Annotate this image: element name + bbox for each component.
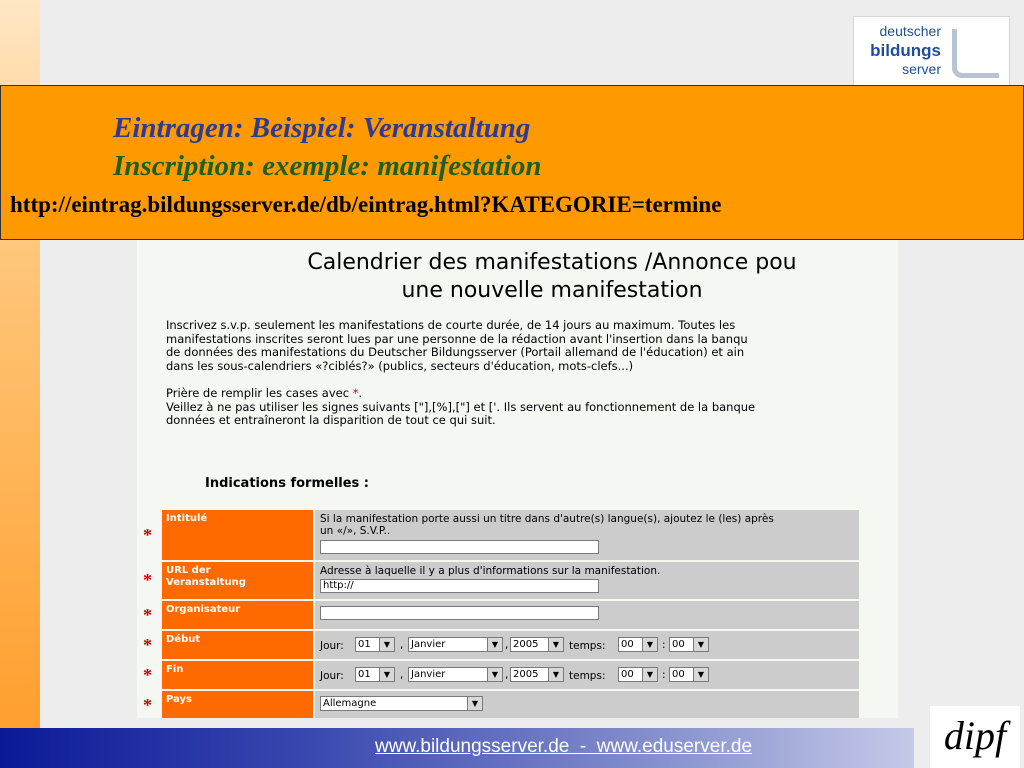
cell-debut: Jour: 01 ▼ , Janvier ▼ , 2005 ▼ temps: 00 ▼ : 00 ▼ <box>315 631 859 659</box>
title-french: Inscription: exemple: manifestation <box>113 150 542 182</box>
row-fin <box>137 661 898 689</box>
label-url: URL der Veranstaltung <box>162 562 313 599</box>
title-banner <box>0 85 1024 240</box>
row-url <box>137 562 898 599</box>
chevron-down-icon: ▼ <box>642 638 657 651</box>
fin-month-select[interactable]: Janvier ▼ <box>408 667 503 682</box>
fin-hour-select[interactable]: 00 ▼ <box>618 667 658 682</box>
row-debut <box>137 631 898 659</box>
logo-line1: deutscher <box>879 23 941 39</box>
dipf-logo: dipf <box>930 706 1020 768</box>
label-fin: Fin <box>162 661 313 689</box>
hint-intitule-1: Si la manifestation porte aussi un titre dans d'autre(s) langue(s), ajoutez le (les) après <box>320 513 774 525</box>
cell-fin: Jour: 01 ▼ , Janvier ▼ , 2005 ▼ temps: 00 ▼ : 00 ▼ <box>315 661 859 689</box>
temps-label: temps: <box>569 640 606 652</box>
row-organisateur <box>137 601 898 629</box>
label-pays: Pays <box>162 691 313 718</box>
chevron-down-icon: ▼ <box>548 638 563 651</box>
intro-line: manifestations inscrites seront lues par une personne de la rédaction avant l'insertion dans la banqu <box>166 331 748 346</box>
required-mark: * <box>352 386 359 400</box>
required-star: * <box>143 570 152 590</box>
hint-intitule-2: un «/», S.V.P.. <box>320 525 391 537</box>
required-note: Prière de remplir les cases avec *. <box>166 386 363 400</box>
required-star: * <box>143 635 152 655</box>
intro-line: de données des manifestations du Deutscher Bildungsserver (Portail allemand de l'éducation) et ain <box>166 345 745 359</box>
chevron-down-icon: ▼ <box>693 668 708 681</box>
fin-year-select[interactable]: 2005 ▼ <box>510 667 564 682</box>
bildungsserver-logo <box>853 16 1010 86</box>
logo-bracket-icon <box>952 29 999 78</box>
cell-url <box>315 562 859 599</box>
chevron-down-icon: ▼ <box>693 638 708 651</box>
logo-line2: bildungs <box>870 41 941 60</box>
chevron-down-icon: ▼ <box>379 638 394 651</box>
form-screenshot <box>137 240 898 718</box>
intitule-input[interactable] <box>320 540 599 554</box>
logo-line3: server <box>902 61 941 77</box>
label-organisateur: Organisateur <box>162 601 313 629</box>
chevron-down-icon: ▼ <box>548 668 563 681</box>
organisateur-input[interactable] <box>320 606 599 620</box>
warning-line: Veillez à ne pas utiliser les signes suivants ["],[%],["] et ['. Ils servent au fonctionnement de la banque <box>166 399 756 414</box>
temps-label: temps: <box>569 670 606 682</box>
pays-select[interactable]: Allemagne ▼ <box>320 696 483 711</box>
row-pays <box>137 691 898 718</box>
form-heading <box>137 249 898 305</box>
instructions-paragraph <box>166 387 755 428</box>
form-heading-line2: une nouvelle manifestation <box>401 278 703 303</box>
chevron-down-icon: ▼ <box>379 668 394 681</box>
row-intitule <box>137 510 898 560</box>
jour-label: Jour: <box>320 670 344 682</box>
cell-pays <box>315 691 859 718</box>
footer-bar <box>0 728 914 768</box>
section-title: Indications formelles : <box>205 476 370 491</box>
warning-line: données et entraîneront la disparition de tout ce qui suit. <box>166 413 496 427</box>
debut-year-select[interactable]: 2005 ▼ <box>510 637 564 652</box>
required-star: * <box>143 665 152 685</box>
required-star: * <box>143 695 152 715</box>
entry-url: http://eintrag.bildungsserver.de/db/eintrag.html?KATEGORIE=termine <box>10 192 722 217</box>
required-star: * <box>143 605 152 625</box>
required-star: * <box>143 525 152 545</box>
debut-month-select[interactable]: Janvier ▼ <box>408 637 503 652</box>
intro-line: dans les sous-calendriers «?ciblés?» (publics, secteurs d'éducation, mots-clefs...) <box>166 358 634 373</box>
fin-day-select[interactable]: 01 ▼ <box>355 667 395 682</box>
label-intitule: Intitulé <box>162 510 313 560</box>
debut-day-select[interactable]: 01 ▼ <box>355 637 395 652</box>
hint-url: Adresse à laquelle il y a plus d'informations sur la manifestation. <box>320 565 661 577</box>
title-german: Eintragen: Beispiel: Veranstaltung <box>113 112 531 144</box>
jour-label: Jour: <box>320 640 344 652</box>
chevron-down-icon: ▼ <box>467 697 482 710</box>
debut-hour-select[interactable]: 00 ▼ <box>618 637 658 652</box>
intro-paragraph <box>166 319 748 373</box>
form-heading-line1: Calendrier des manifestations /Annonce pou <box>307 250 797 275</box>
chevron-down-icon: ▼ <box>642 668 657 681</box>
label-debut: Début <box>162 631 313 659</box>
cell-organisateur <box>315 601 859 629</box>
url-input[interactable]: http:// <box>320 579 599 593</box>
cell-intitule <box>315 510 859 560</box>
footer-links[interactable]: www.bildungsserver.de - www.eduserver.de <box>375 736 753 757</box>
debut-minute-select[interactable]: 00 ▼ <box>669 637 709 652</box>
chevron-down-icon: ▼ <box>487 668 502 681</box>
fin-minute-select[interactable]: 00 ▼ <box>669 667 709 682</box>
intro-line: Inscrivez s.v.p. seulement les manifestations de courte durée, de 14 jours au maximum. Toutes les <box>166 318 736 332</box>
chevron-down-icon: ▼ <box>487 638 502 651</box>
